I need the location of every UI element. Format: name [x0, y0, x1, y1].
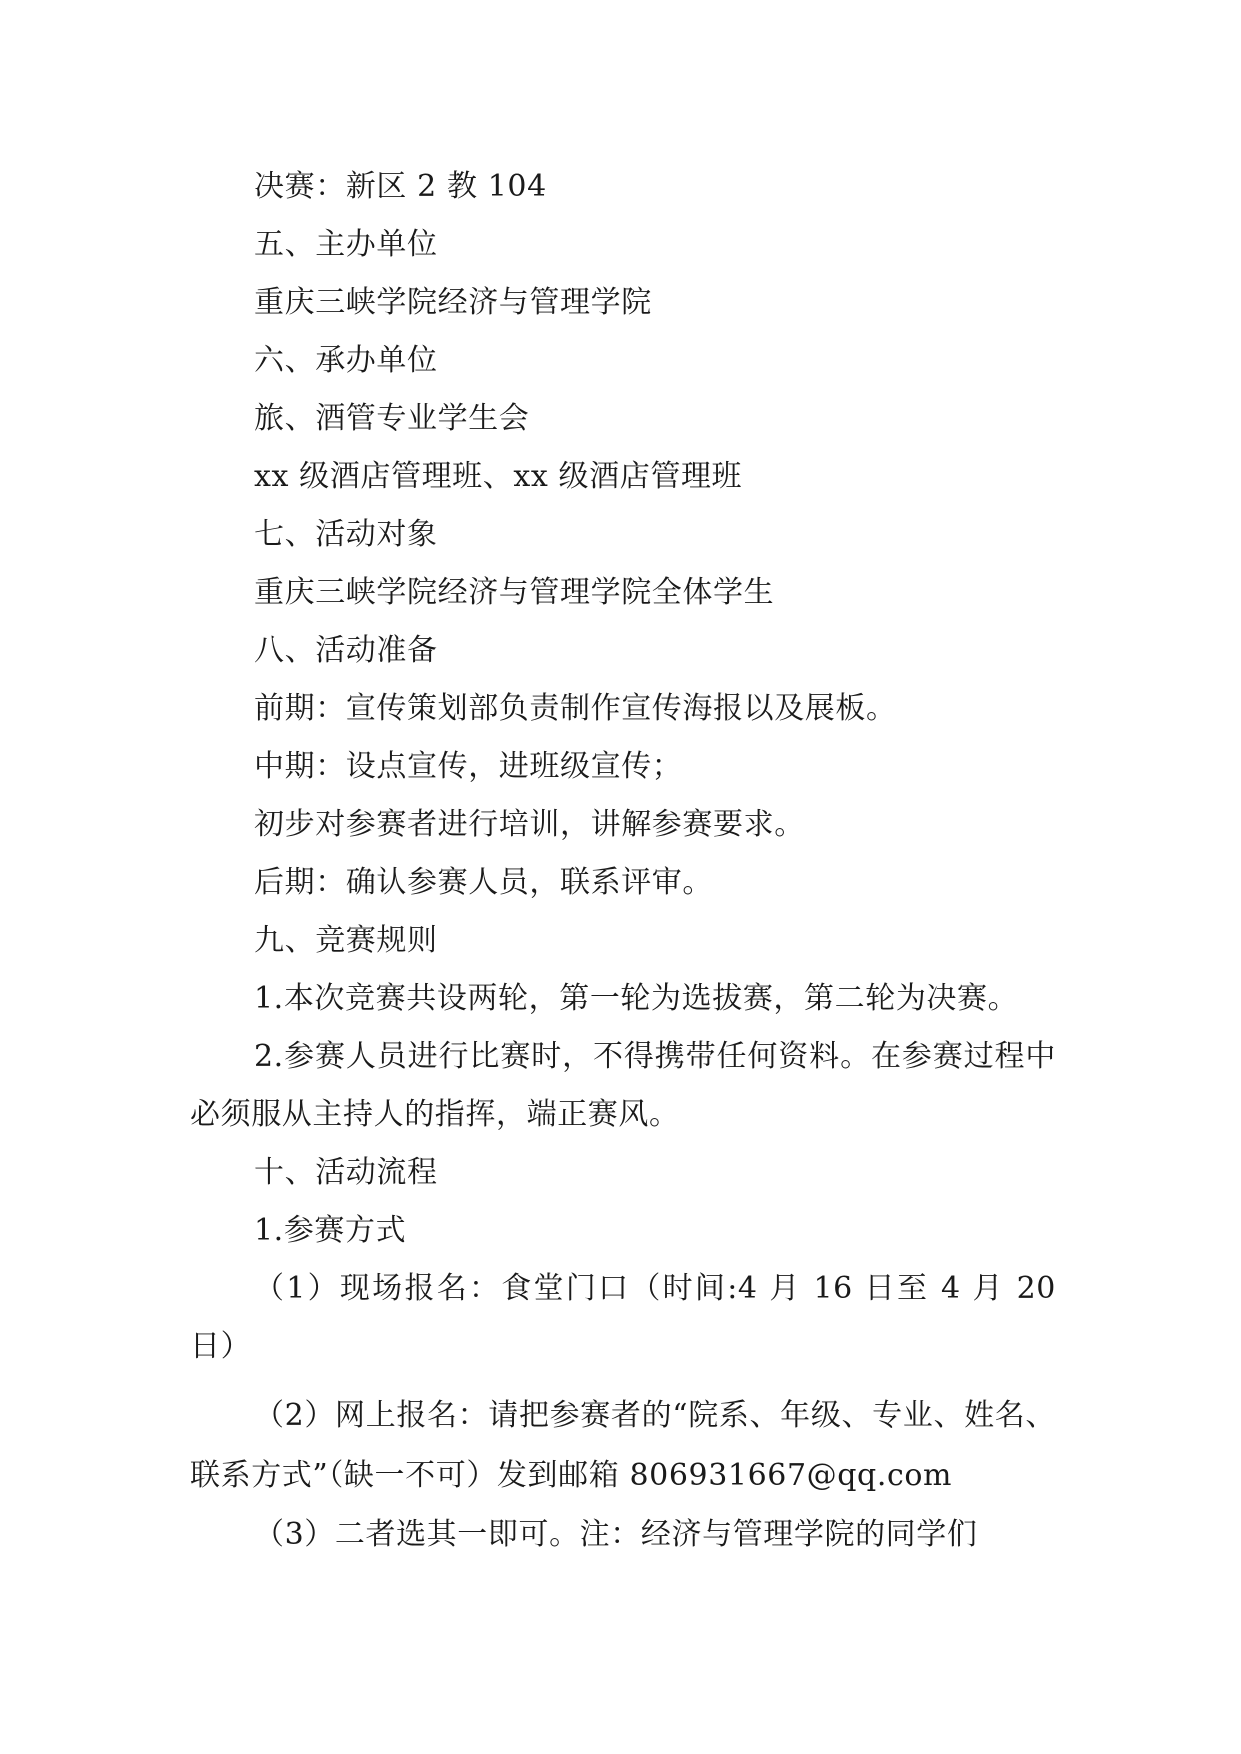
paragraph-gap [190, 1376, 1056, 1386]
document-body [190, 158, 1056, 1564]
paragraph: 2.参赛人员进行比赛时，不得携带任何资料。在参赛过程中必须服从主持人的指挥，端正赛风。 [190, 1039, 1056, 1132]
paragraph: （3）二者选其一即可。注：经济与管理学院的同学们 [254, 1517, 978, 1552]
text-line: 初步对参赛者进行培训，讲解参赛要求。 [254, 807, 805, 842]
text-line: 1.参赛方式 [254, 1213, 407, 1248]
section-heading: 八、活动准备 [254, 633, 438, 668]
text-line: 1.本次竞赛共设两轮，第一轮为选拔赛，第二轮为决赛。 [254, 981, 1019, 1016]
text-line: 重庆三峡学院经济与管理学院 [254, 285, 652, 320]
text-line: 决赛：新区 2 教 104 [254, 169, 547, 204]
section-heading: 六、承办单位 [254, 343, 438, 378]
text-line: 重庆三峡学院经济与管理学院全体学生 [254, 575, 775, 610]
text-line: xx 级酒店管理班、xx 级酒店管理班 [254, 459, 743, 494]
text-line: 中期：设点宣传，进班级宣传； [254, 749, 683, 784]
paragraph: （2）网上报名：请把参赛者的“院系、年级、专业、姓名、联系方式”（缺一不可）发到邮箱 806931667@qq.com [190, 1398, 1056, 1493]
section-heading: 十、活动流程 [254, 1155, 438, 1190]
text-line: 前期：宣传策划部负责制作宣传海报以及展板。 [254, 691, 897, 726]
section-heading: 五、主办单位 [254, 227, 438, 262]
section-heading: 七、活动对象 [254, 517, 438, 552]
paragraph: （1）现场报名：食堂门口（时间:4 月 16 日至 4 月 20 日） [190, 1271, 1056, 1364]
section-heading: 九、竞赛规则 [254, 923, 438, 958]
text-line: 后期：确认参赛人员，联系评审。 [254, 865, 713, 900]
text-line: 旅、酒管专业学生会 [254, 401, 530, 436]
